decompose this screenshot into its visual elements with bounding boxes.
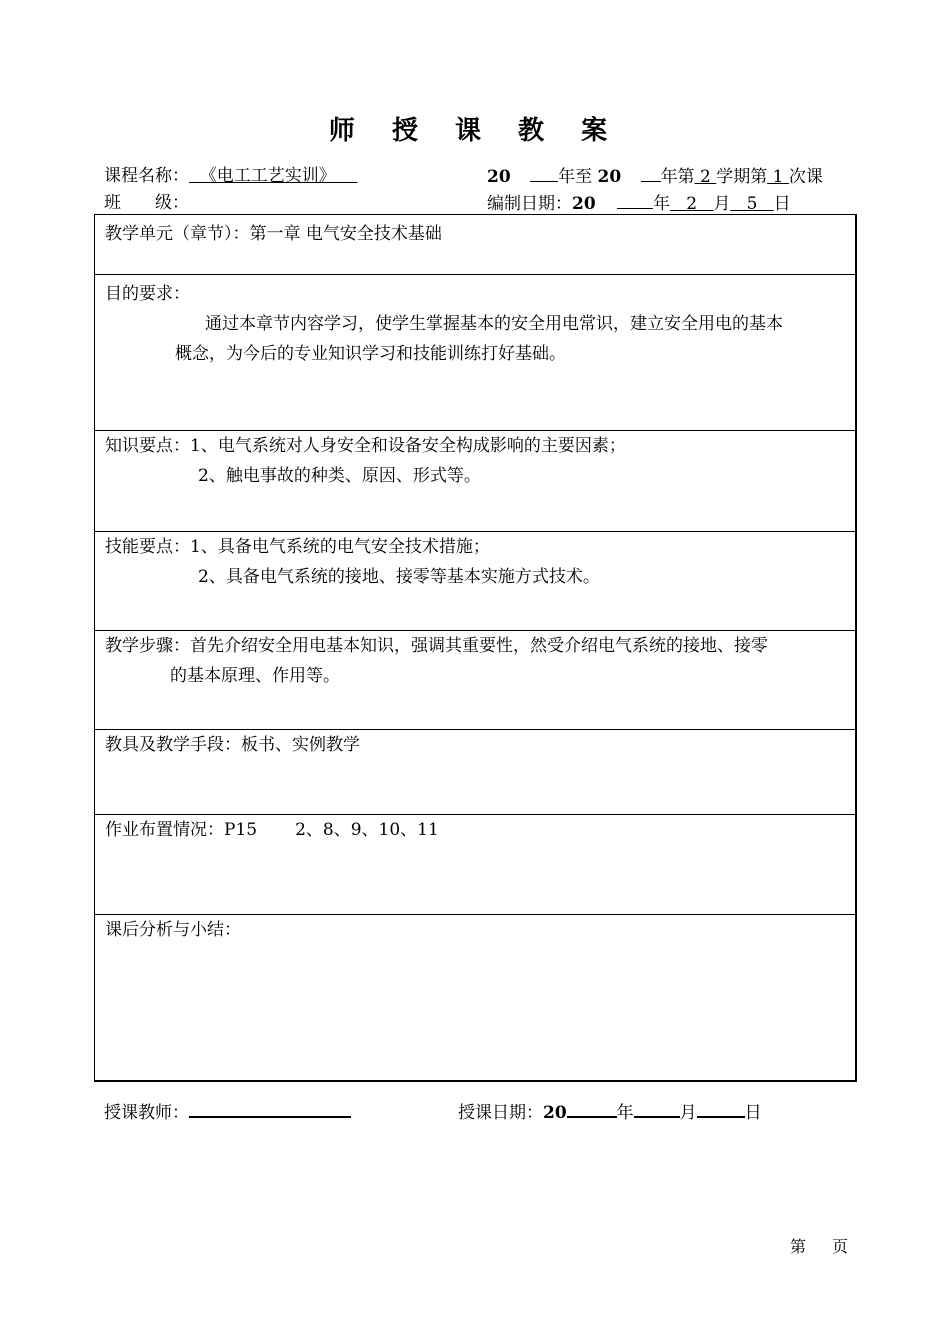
date-year-blank [567,1100,617,1118]
year-label: 年第 [660,167,695,187]
semester-label: 学期第 [716,167,768,187]
date-year-label: 年 [616,1103,634,1123]
session-label: 次课 [788,167,823,187]
summary-row [95,914,855,1083]
compile-day-label: 日 [773,194,791,214]
course-label: 课程名称： [104,166,189,186]
compile-year: 20 [572,194,596,214]
skill-row [95,531,855,630]
homework-label: 作业布置情况：P15 [105,820,258,840]
knowledge-point-1: 1、电气系统对人身安全和设备安全构成影响的主要因素； [190,436,626,456]
date-day-blank [697,1100,745,1118]
year-to: 20 [597,167,622,187]
skill-line1 [105,532,845,562]
tools-row [95,729,855,814]
semester-value: 2 [699,167,711,187]
objective-row [95,274,855,430]
compile-year-label: 年 [653,194,671,214]
summary-label: 课后分析与小结： [105,920,241,940]
knowledge-label: 知识要点： [105,436,190,456]
teacher-label: 授课教师： [104,1103,189,1123]
knowledge-point-2: 2、触电事故的种类、原因、形式等。 [198,466,481,486]
page-number [790,1234,848,1257]
objective-line1: 通过本章节内容学习，使学生掌握基本的安全用电常识，建立安全用电的基本 [205,314,783,334]
year-to-label: 年至 [558,167,593,187]
steps-line1: 教学步骤：首先介绍安全用电基本知识，强调其重要性，然受介绍电气系统的接地、接零 [105,636,768,656]
course-name-row [104,165,357,187]
compile-year-blank [617,192,653,209]
page-title: 师 授 课 教 案 [328,116,622,146]
compile-month: 2 [686,194,698,214]
steps-line2: 的基本原理、作用等。 [170,666,340,686]
year-to-blank [641,165,661,182]
compile-date-row [487,192,791,215]
skill-point-2: 2、具备电气系统的接地、接零等基本实施方式技术。 [198,567,600,587]
page-ye: 页 [832,1237,849,1256]
compile-label: 编制日期： [487,194,572,214]
date-month-blank [634,1100,680,1118]
year-from: 20 [487,167,511,187]
skill-label: 技能要点： [105,537,190,557]
objective-label: 目的要求： [105,284,190,304]
knowledge-row [95,430,855,531]
unit-text: 教学单元（章节）：第一章 电气安全技术基础 [105,224,442,244]
semester-row [487,165,823,188]
compile-day: 5 [746,194,758,214]
homework-row [95,814,855,914]
objective-line2: 概念，为今后的专业知识学习和技能训练打好基础。 [175,344,566,364]
date-day-label: 日 [744,1103,762,1123]
session-value: 1 [772,167,784,187]
year-from-blank [530,165,558,182]
knowledge-line1 [105,431,845,461]
teacher-signature-line [189,1100,351,1118]
page-di: 第 [790,1237,807,1256]
date-year-prefix: 20 [543,1103,567,1123]
course-name: 《电工工艺实训》 [199,166,336,186]
skill-point-1: 1、具备电气系统的电气安全技术措施； [190,537,490,557]
lesson-plan-table [94,214,857,1082]
homework-items: 2、8、9、10、11 [295,820,439,840]
tools-text: 教具及教学手段：板书、实例教学 [105,735,360,755]
teaching-date-row [458,1100,762,1125]
steps-row [95,630,855,729]
date-label: 授课日期： [458,1103,543,1123]
teacher-row [104,1100,351,1125]
compile-month-label: 月 [713,194,731,214]
date-month-label: 月 [679,1103,697,1123]
unit-row [95,215,855,274]
class-label: 班 级： [104,193,189,213]
